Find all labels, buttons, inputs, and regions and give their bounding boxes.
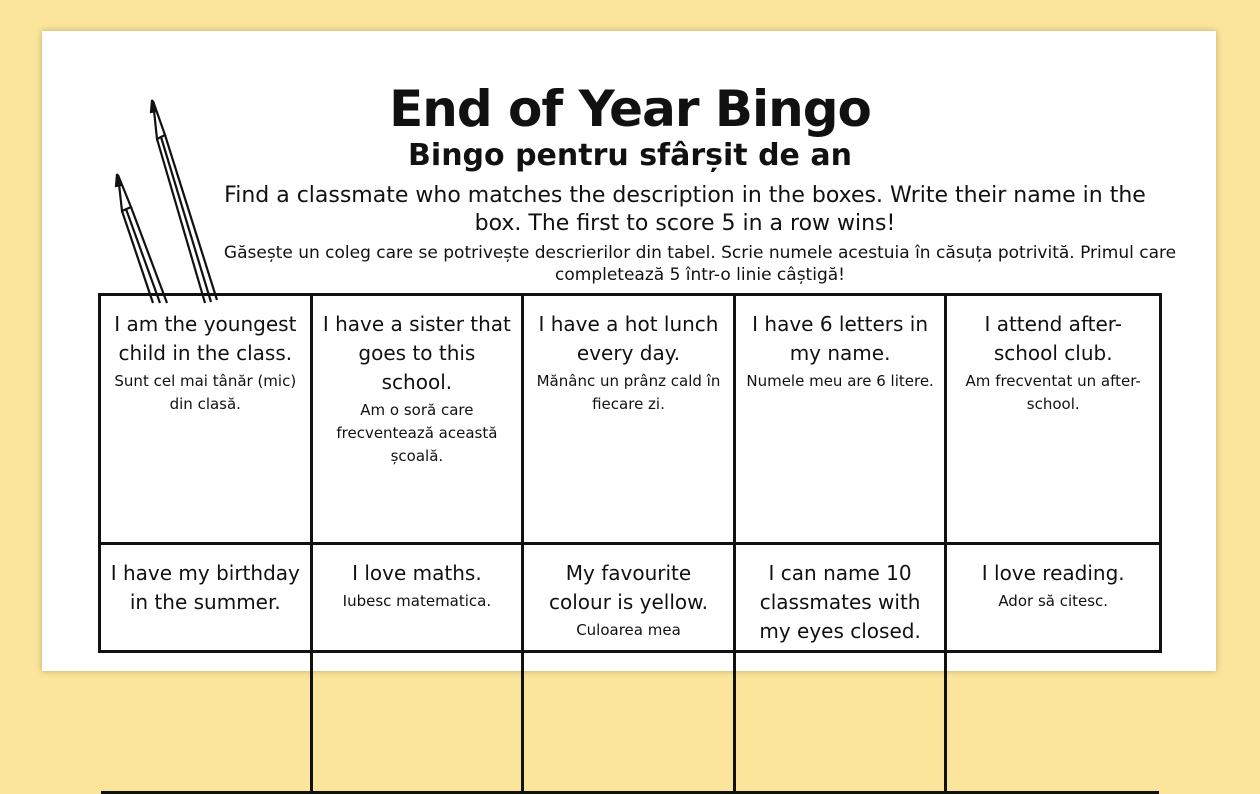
cell-text-romanian: Culoarea mea (576, 621, 681, 639)
cell-text-romanian: Mănânc un prânz cald în fiecare zi. (536, 372, 721, 413)
bingo-cell[interactable] (524, 545, 736, 794)
cell-text-english: I can name 10 classmates with my eyes closed. (759, 561, 921, 643)
bingo-cell[interactable] (736, 545, 948, 794)
page-subtitle: Bingo pentru sfârșit de an (408, 138, 852, 173)
bingo-cell[interactable] (736, 296, 948, 545)
bingo-cell[interactable] (313, 296, 525, 545)
instructions-romanian: Găsește un coleg care se potrivește descrierilor din tabel. Scrie numele acestuia în căsuța potrivită. Primul care completează 5 într-o linie câștigă! (223, 243, 1177, 285)
cell-text-romanian: Ador să citesc. (998, 592, 1109, 610)
cell-text-romanian: Sunt cel mai tânăr (mic) din clasă. (114, 372, 297, 413)
cell-text-english: I love reading. (981, 561, 1125, 585)
instructions-english: Find a classmate who matches the description in the boxes. Write their name in the box. The first to score 5 in a row wins! (224, 183, 1146, 236)
bingo-cell[interactable] (101, 545, 313, 794)
cell-text-english: I am the youngest child in the class. (114, 312, 297, 365)
cell-text-romanian: Numele meu are 6 litere. (746, 372, 934, 390)
cell-text-english: I have a hot lunch every day. (538, 312, 719, 365)
cell-text-english: I have my birthday in the summer. (110, 561, 300, 614)
cell-text-english: I have 6 letters in my name. (752, 312, 929, 365)
bingo-cell[interactable] (101, 296, 313, 545)
bingo-cell[interactable] (313, 545, 525, 794)
cell-text-english: I love maths. (352, 561, 482, 585)
bingo-cell[interactable] (947, 545, 1159, 794)
cell-text-romanian: Am frecventat un after-school. (965, 372, 1141, 413)
page-title: End of Year Bingo (389, 80, 871, 138)
bingo-cell[interactable] (947, 296, 1159, 545)
cell-text-english: My favourite colour is yellow. (549, 561, 708, 614)
cell-text-romanian: Am o soră care frecventează această școală. (336, 401, 498, 465)
bingo-cell[interactable] (524, 296, 736, 545)
cell-text-english: I attend after-school club. (984, 312, 1122, 365)
bingo-grid (98, 293, 1162, 653)
cell-text-romanian: Iubesc matematica. (342, 592, 492, 610)
cell-text-english: I have a sister that goes to this school. (322, 312, 511, 394)
